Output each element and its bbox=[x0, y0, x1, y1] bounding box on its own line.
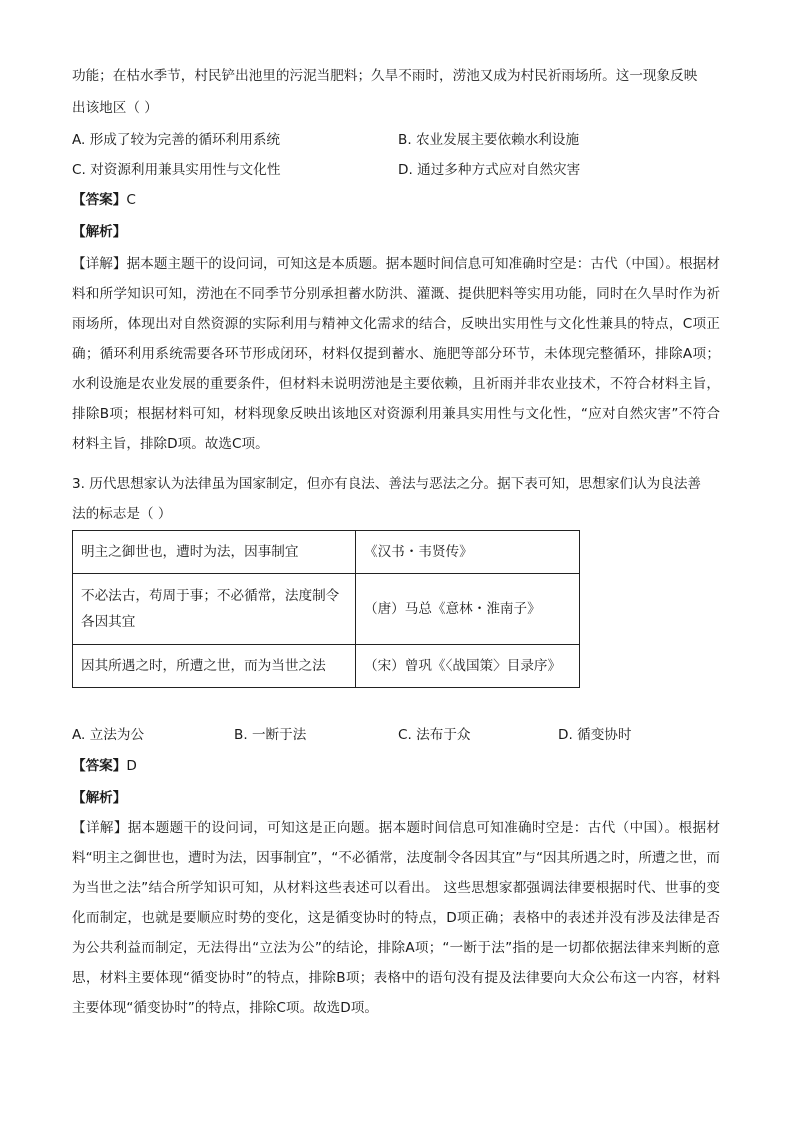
table-row bbox=[73, 531, 580, 574]
q3-option-c: C. 法布于众 bbox=[398, 727, 471, 743]
q3-answer bbox=[72, 756, 137, 776]
table-cell-source: 《汉书・韦贤传》 bbox=[356, 531, 580, 574]
table-cell-source: （宋）曾巩《〈战国策〉目录序》 bbox=[356, 645, 580, 688]
q3-analysis-label: 【解析】 bbox=[72, 790, 127, 806]
table-cell-quote: 因其所遇之时，所遭之世，而为当世之法 bbox=[73, 645, 356, 688]
q2-option-a: A. 形成了较为完善的循环利用系统 bbox=[72, 132, 281, 148]
q2-option-c: C. 对资源利用兼具实用性与文化性 bbox=[72, 162, 281, 178]
q3-detail: 【详解】据本题题干的设问词，可知这是正向题。据本题时间信息可知准确时空是：古代（中国）。根据材料“明主之御世也，遭时为法，因事制宜”，“不必循常，法度制令各因其宜”与“因其所遇之时，所遭之世，而为当世之法”结合所学知识可知，从材料这些表述可以看出。 这些思想家都强调法律要根据时代、世事的变化而制定，也就是要顺应时势的变化，这是循变协时的特点，D项正确；表格中的表述并没有涉及法律是否为公共利益而制定，无法得出“立法为公”的结论，排除A项；“一断于法”指的是一切都依据法律来判断的意思，材料主要体现“循变协时”的特点，排除B项；表格中的语句没有提及法律要向大众公布这一内容，材料主要体现“循变协时”的特点，排除C项。故选D项。 bbox=[72, 820, 720, 1016]
q2-stem-line2: 出该地区（ ） bbox=[72, 100, 158, 116]
table-cell-source: （唐）马总《意林・淮南子》 bbox=[356, 574, 580, 645]
q3-source-table bbox=[72, 530, 580, 688]
q2-answer-label: 【答案】 bbox=[72, 192, 127, 208]
q2-option-b: B. 农业发展主要依赖水利设施 bbox=[398, 132, 580, 148]
q2-option-d: D. 通过多种方式应对自然灾害 bbox=[398, 162, 581, 178]
table-row bbox=[73, 574, 580, 645]
q2-detail: 【详解】据本题主题干的设问词，可知这是本质题。据本题时间信息可知准确时空是：古代（中国）。根据材料和所学知识可知，涝池在不同季节分别承担蓄水防洪、灌溉、提供肥料等实用功能，同时在久旱时作为祈雨场所，体现出对自然资源的实际利用与精神文化需求的结合，反映出实用性与文化性兼具的特点，C项正确；循环利用系统需要各环节形成闭环，材料仅提到蓄水、施肥等部分环节，未体现完整循环，排除A项；水利设施是农业发展的重要条件，但材料未说明涝池是主要依赖，且祈雨并非农业技术，不符合材料主旨，排除B项；根据材料可知，材料现象反映出该地区对资源利用兼具实用性与文化性，“应对自然灾害”不符合材料主旨，排除D项。故选C项。 bbox=[72, 256, 720, 452]
q3-stem-line1: 3. 历代思想家认为法律虽为国家制定，但亦有良法、善法与恶法之分。据下表可知，思想家们认为良法善 bbox=[72, 476, 702, 492]
q3-option-b: B. 一断于法 bbox=[234, 727, 307, 743]
q3-answer-label: 【答案】 bbox=[72, 758, 127, 774]
table-cell-quote: 明主之御世也，遭时为法，因事制宜 bbox=[73, 531, 356, 574]
q2-answer-value: C bbox=[126, 192, 136, 208]
q2-answer bbox=[72, 190, 136, 210]
q3-stem-line2: 法的标志是（ ） bbox=[72, 506, 172, 522]
q3-answer-value: D bbox=[126, 758, 137, 774]
q2-stem-line1: 功能；在枯水季节，村民铲出池里的污泥当肥料；久旱不雨时，涝池又成为村民祈雨场所。这一现象反映 bbox=[72, 68, 698, 84]
q3-option-d: D. 循变协时 bbox=[558, 727, 632, 743]
q2-analysis-label: 【解析】 bbox=[72, 224, 127, 240]
table-cell-quote: 不必法古，苟周于事；不必循常，法度制令各因其宜 bbox=[73, 574, 356, 645]
q3-option-a: A. 立法为公 bbox=[72, 727, 145, 743]
table-row bbox=[73, 645, 580, 688]
